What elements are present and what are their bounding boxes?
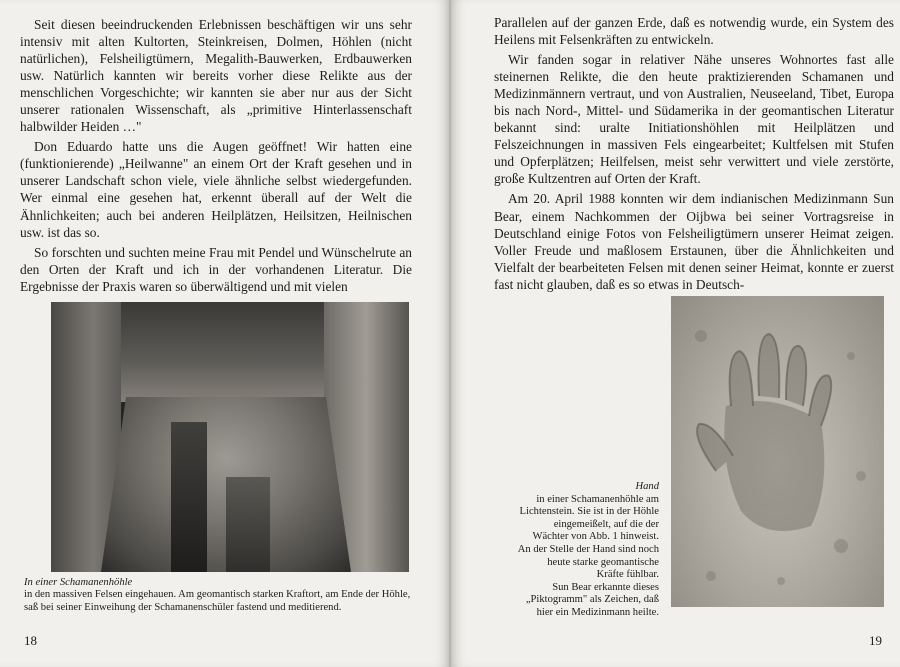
caption-line: Wächter von Abb. 1 hinweist. [532,531,659,543]
caption-title: In einer Schamanenhöhle [24,577,133,588]
caption-line: An der Stelle der Hand sind noch [517,543,659,555]
paragraph: Parallelen auf der ganzen Erde, daß es notwendig wurde, ein System des Heilens mit Felsenkräften zu entwickeln. [494,15,894,48]
left-page [0,0,449,667]
figure-caption [465,481,659,620]
hand-carving-photo [671,296,884,607]
cave-photo [51,302,409,572]
caption-line: Kräfte fühlbar. [596,569,659,581]
right-page [451,0,900,667]
paragraph: Seit diesen beeindruckenden Erlebnissen beschäftigen wir uns sehr intensiv mit alten Kultorten, Steinkreisen, Dolmen, Höhlen (nicht natürlichen), Felsheiligtümern, Megalith-Bauwerken, Erdbauwerken usw. Natürlich kannten wir bereits vorher diese Relikte aus der menschlichen Vorgeschichte; wir kannten sie aber nur aus der Sicht unserer rationalen Wissenschaft, als „primitive Hinterlassenschaft halbwilder Heiden …" [20,17,412,135]
paragraph: Wir fanden sogar in relativer Nähe unseres Wohnortes fast alle steinernen Relikte, die den heute praktizierenden Schamanen und Medizinmännern vertraut, und von Australien, Neuseeland, Tibet, Europa bis nach Nord-, Mittel- und Südamerika in der geomantischen Literatur bekannt sind: uralte Initiationshöhlen mit Heilplätzen und Felszeichnungen in massiven Fels eingearbeitet; Kultfelsen mit Stufen und Opferplätzen; Heilfelsen, meist sehr verwittert und viele zerstörte, große Kultzentren auf Orten der Kraft. [494,52,894,187]
caption-line: Sun Bear erkannte dieses [552,581,659,593]
paragraph: So forschten und suchten meine Frau mit Pendel und Wünschelrute an den Orten der Kraft und ich in der vorhandenen Literatur. Die Ergebnisse der Praxis waren so überwältigend und mit vielen [20,244,412,294]
caption-line: hier ein Medizinmann heilte. [536,606,659,618]
caption-line: Lichtenstein. Sie ist in der Höhle [519,506,659,518]
caption-line: in einer Schamanenhöhle am [536,493,659,505]
figure-caption [24,577,424,614]
right-body-text [494,14,894,293]
caption-title: Hand [635,481,659,492]
paragraph: Am 20. April 1988 konnten wir dem indianischen Medizinmann Sun Bear, einem Nachkommen der Oijbwa bei seiner Vortragsreise in Deutschland einige Fotos von Felsheiligtümern unserer Heimat zeigen. Voller Freude und maßlosem Erstaunen, über die Ähnlichkeiten und Vielfalt der bearbeiteten Felsen mit denen seiner Heimat, konnte er zuerst fast nicht glauben, daß es so etwas in Deutsch- [494,191,894,292]
caption-line: eingemeißelt, auf die der [553,518,659,530]
page-number: 18 [24,633,37,648]
caption-line: heute starke geomantische [547,556,659,568]
page-number: 19 [869,633,882,648]
caption-line: „Piktogramm" als Zeichen, daß [525,594,659,606]
left-body-text [20,16,412,295]
paragraph: Don Eduardo hatte uns die Augen geöffnet! Wir hatten eine (funktionierende) „Heilwanne" an einem Ort der Kraft gesehen und in unserer Landschaft schon viele, viele ähnliche selbst wiedergefunden. Wer einmal eine gesehen hat, erkennt überall auf der Welt die Ähnlichkeiten; auch bei anderen Heilplätzen, Heilsitzen, Heilnischen usw. ist das so. [20,139,412,240]
caption-text: in den massiven Felsen eingehauen. Am geomantisch starken Kraftort, am Ende der Höhle, saß bei seiner Einweihung der Schamanenschüler fastend und meditierend. [24,589,411,613]
